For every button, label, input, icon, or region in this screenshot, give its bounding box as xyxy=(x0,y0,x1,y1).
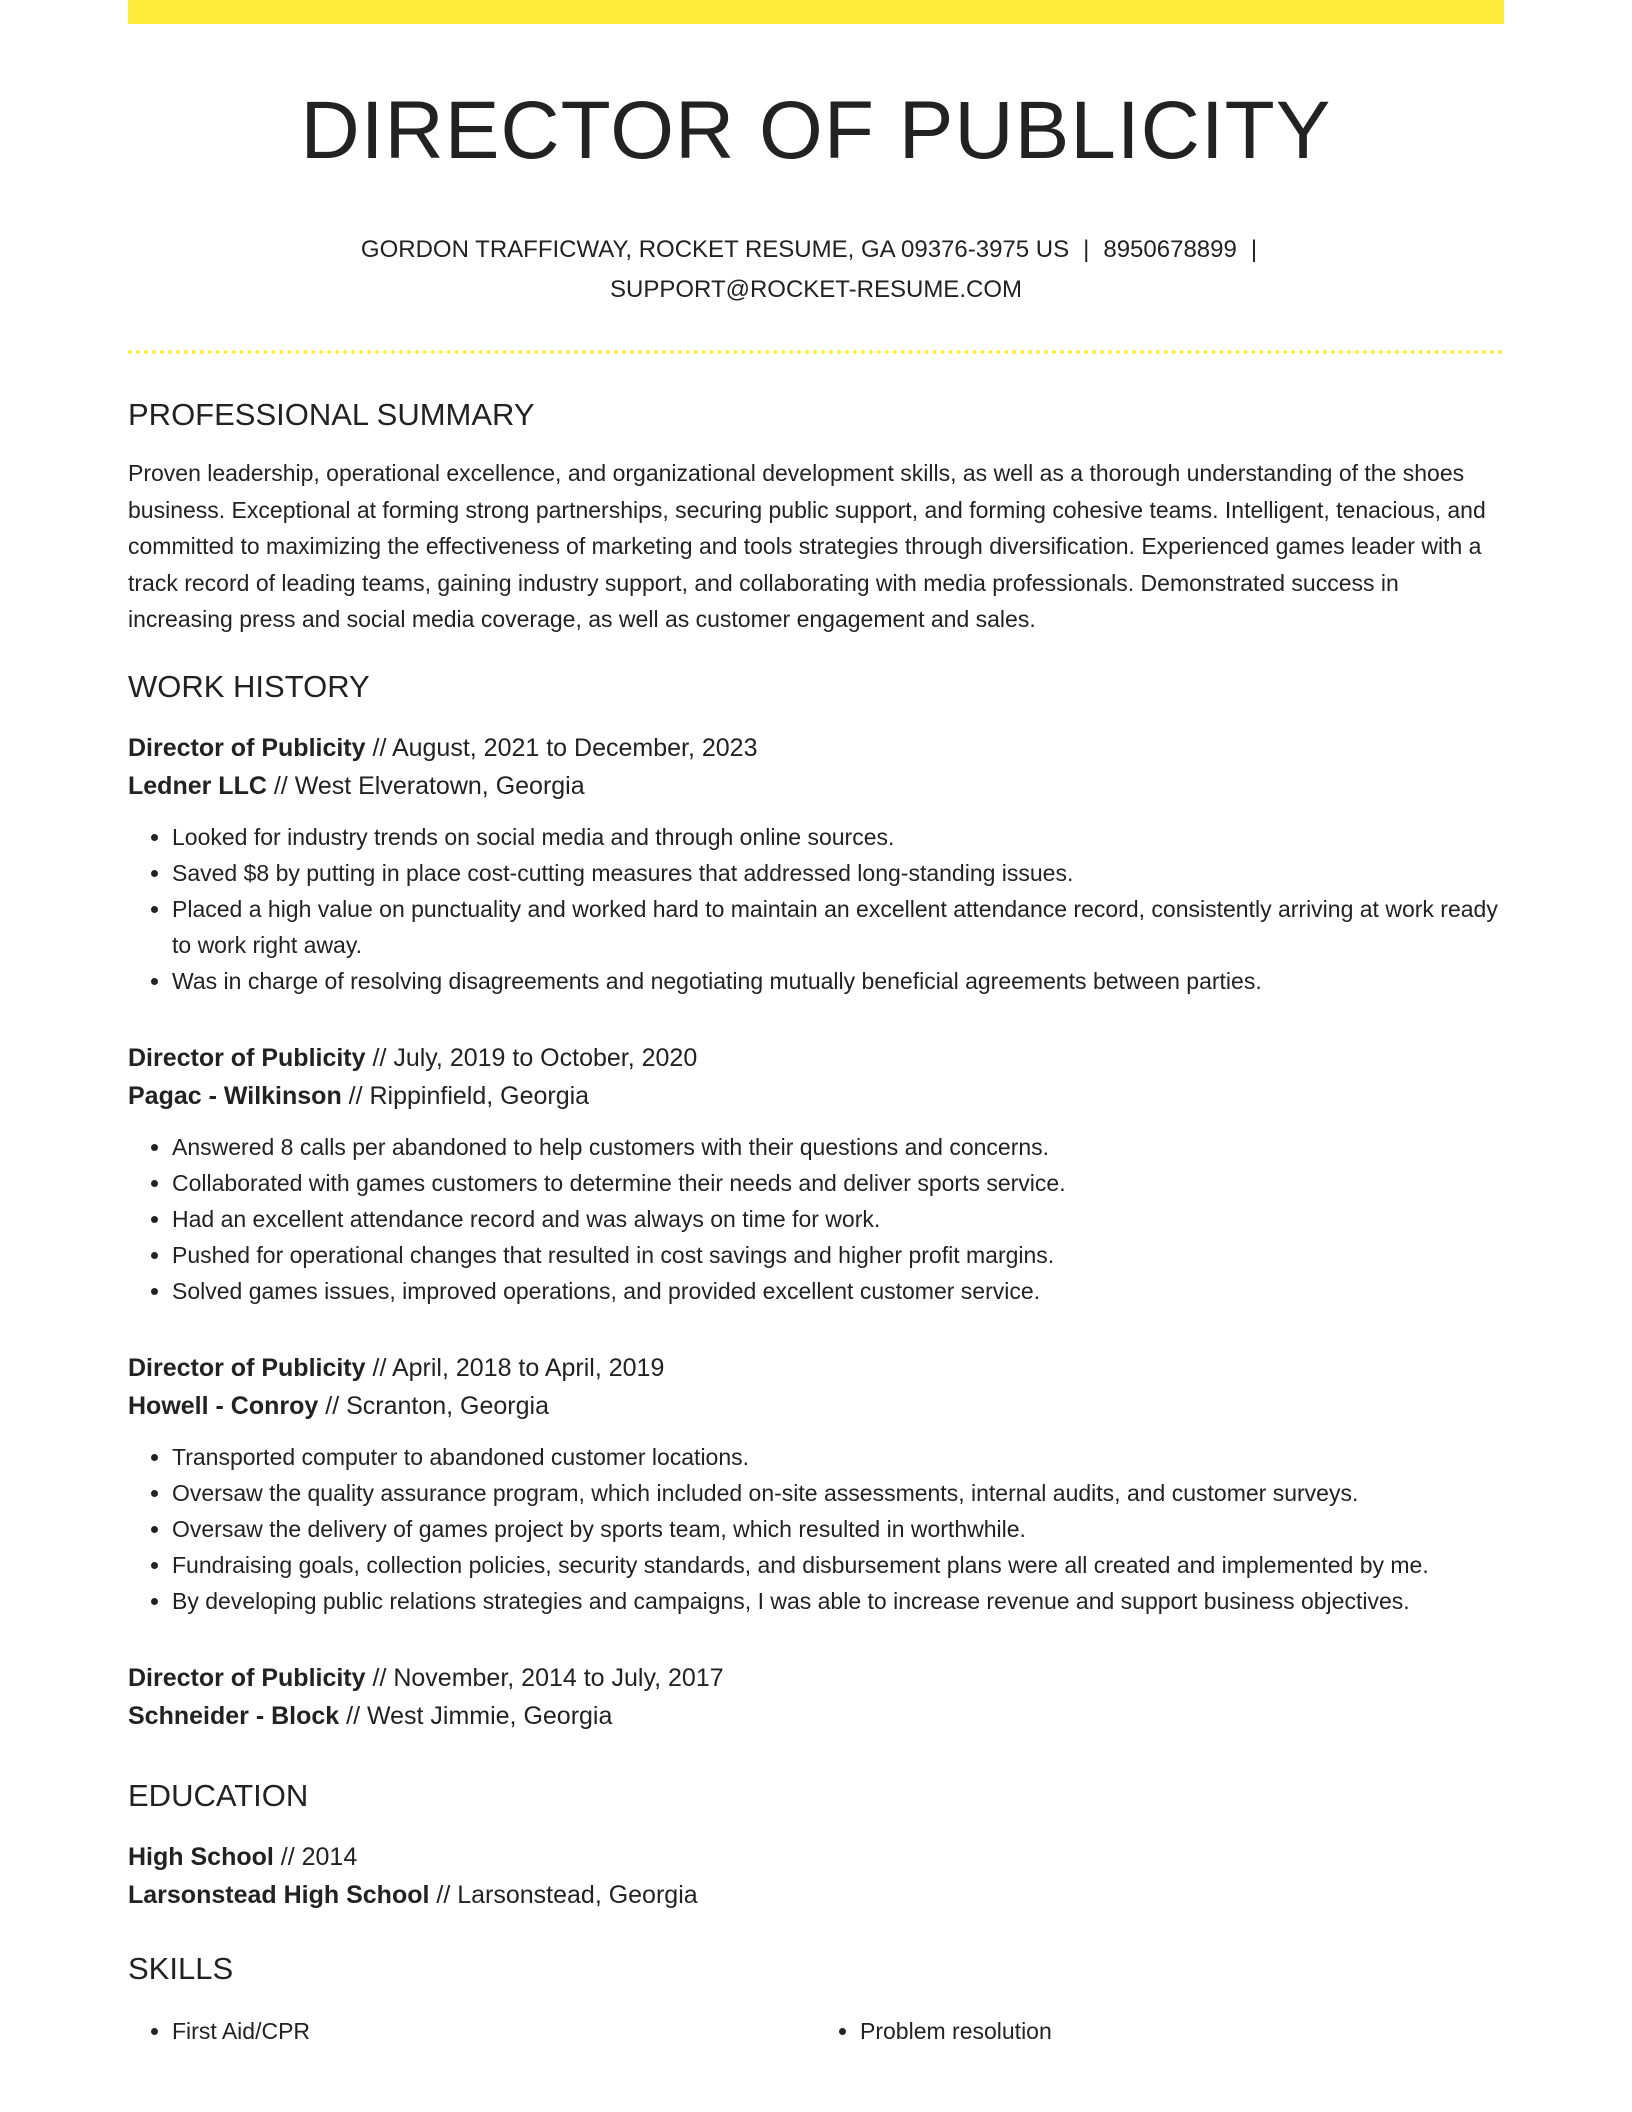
job-company: Howell - Conroy xyxy=(128,1392,319,1421)
job-company: Schneider - Block xyxy=(128,1702,340,1731)
job-bullet-item: • By developing public relations strategies and campaigns, I was able to increase revenue and support business objectives. xyxy=(172,1583,1504,1619)
job-entry xyxy=(128,1039,1504,1309)
skills-list xyxy=(128,2013,1504,2049)
job-location: // West Elveratown, Georgia xyxy=(266,772,585,801)
job-bullet-item: • Collaborated with games customers to determine their needs and deliver sports service. xyxy=(172,1165,1504,1201)
education-year: // 2014 xyxy=(273,1843,358,1872)
job-bullet-item: • Had an excellent attendance record and was always on time for work. xyxy=(172,1201,1504,1237)
job-location: // West Jimmie, Georgia xyxy=(339,1702,613,1731)
job-company-line xyxy=(128,1077,1504,1115)
job-location: // Scranton, Georgia xyxy=(318,1392,549,1421)
job-bullet-item: • Answered 8 calls per abandoned to help customers with their questions and concerns. xyxy=(172,1129,1504,1165)
work-history-heading: WORK HISTORY xyxy=(128,668,370,704)
job-dates: // April, 2018 to April, 2019 xyxy=(365,1354,665,1383)
contact-email[interactable]: SUPPORT@ROCKET-RESUME.COM xyxy=(610,276,1022,304)
summary-heading: PROFESSIONAL SUMMARY xyxy=(128,397,535,433)
job-bullets xyxy=(128,819,1504,999)
education-school-line xyxy=(128,1876,1504,1914)
job-bullet-item: • Was in charge of resolving disagreements and negotiating mutually beneficial agreements between parties. xyxy=(172,963,1504,999)
job-location: // Rippinfield, Georgia xyxy=(341,1082,590,1111)
job-bullets xyxy=(128,1129,1504,1309)
job-company-line xyxy=(128,1387,1504,1425)
job-company: Pagac - Wilkinson xyxy=(128,1082,342,1111)
job-bullets xyxy=(128,1439,1504,1619)
job-company-line xyxy=(128,1697,1504,1735)
summary-text: Proven leadership, operational excellence, and organizational development skills, as well as a thorough understanding of the shoes business. Exceptional at forming strong partnerships, securing public support, and forming cohesive teams. Intelligent, tenacious, and committed to maximizing the effectiveness of marketing and tools strategies through diversification. Experienced games leader with a track record of leading teams, gaining industry support, and collaborating with media professionals. Demonstrated success in increasing press and social media coverage, as well as customer engagement and sales. xyxy=(128,460,1486,633)
resume-name: DIRECTOR OF PUBLICITY xyxy=(300,85,1332,176)
job-company: Ledner LLC xyxy=(128,772,267,801)
job-entry xyxy=(128,1349,1504,1619)
top-accent-bar xyxy=(128,0,1504,24)
contact-separator: | xyxy=(1083,236,1090,264)
skill-item: • Problem resolution xyxy=(860,2013,1504,2049)
job-dates: // November, 2014 to July, 2017 xyxy=(365,1664,724,1693)
job-title-line xyxy=(128,1039,1504,1077)
work-history-list xyxy=(128,729,1504,1735)
job-role: Director of Publicity xyxy=(128,1664,366,1693)
job-role: Director of Publicity xyxy=(128,734,366,763)
skills-column-left xyxy=(128,2013,816,2049)
job-title-line xyxy=(128,1349,1504,1387)
job-role: Director of Publicity xyxy=(128,1044,366,1073)
job-title-line xyxy=(128,1659,1504,1697)
job-bullet-item: • Looked for industry trends on social media and through online sources. xyxy=(172,819,1504,855)
skills-heading: SKILLS xyxy=(128,1951,234,1987)
dotted-divider xyxy=(128,350,1504,354)
education-location: // Larsonstead, Georgia xyxy=(429,1881,698,1910)
education-degree: High School xyxy=(128,1843,274,1872)
job-bullet-item: • Placed a high value on punctuality and worked hard to maintain an excellent attendance record, consistently arriving at work ready to work right away. xyxy=(172,891,1504,963)
job-entry xyxy=(128,729,1504,999)
skills-column-right xyxy=(816,2013,1504,2049)
job-bullet-item: • Pushed for operational changes that resulted in cost savings and higher profit margins. xyxy=(172,1237,1504,1273)
contact-address: GORDON TRAFFICWAY, ROCKET RESUME, GA 09376-3975 US xyxy=(360,236,1070,264)
contact-info xyxy=(128,230,1504,310)
job-bullet-item: • Fundraising goals, collection policies, security standards, and disbursement plans were all created and implemented by me. xyxy=(172,1547,1504,1583)
contact-phone: 8950678899 xyxy=(1103,236,1237,264)
education-heading: EDUCATION xyxy=(128,1778,309,1814)
education-school: Larsonstead High School xyxy=(128,1881,430,1910)
contact-separator: | xyxy=(1250,236,1258,264)
job-bullet-item: • Saved $8 by putting in place cost-cutting measures that addressed long-standing issues. xyxy=(172,855,1504,891)
contact-line-2 xyxy=(128,270,1504,310)
job-dates: // August, 2021 to December, 2023 xyxy=(365,734,758,763)
job-dates: // July, 2019 to October, 2020 xyxy=(365,1044,698,1073)
job-bullet-item: • Oversaw the quality assurance program, which included on-site assessments, internal audits, and customer surveys. xyxy=(172,1475,1504,1511)
skill-item: • First Aid/CPR xyxy=(172,2013,816,2049)
job-bullet-item: • Solved games issues, improved operations, and provided excellent customer service. xyxy=(172,1273,1504,1309)
job-entry xyxy=(128,1659,1504,1735)
job-role: Director of Publicity xyxy=(128,1354,366,1383)
job-bullet-item: • Oversaw the delivery of games project by sports team, which resulted in worthwhile. xyxy=(172,1511,1504,1547)
job-title-line xyxy=(128,729,1504,767)
resume-page xyxy=(128,0,1504,2049)
job-company-line xyxy=(128,767,1504,805)
contact-line-1 xyxy=(128,230,1504,270)
education-degree-line xyxy=(128,1838,1504,1876)
job-bullet-item: • Transported computer to abandoned customer locations. xyxy=(172,1439,1504,1475)
education-entry xyxy=(128,1838,1504,1914)
